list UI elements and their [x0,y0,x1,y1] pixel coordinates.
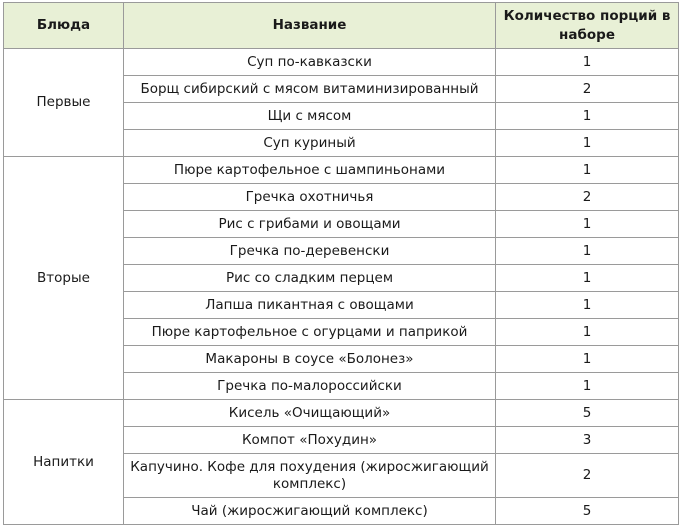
portion-count: 1 [496,49,679,76]
dish-name: Чай (жиросжигающий комплекс) [124,498,496,525]
portion-count: 1 [496,103,679,130]
dish-name: Суп куриный [124,130,496,157]
header-name: Название [124,3,496,49]
portion-count: 5 [496,498,679,525]
portion-count: 1 [496,346,679,373]
table-row [4,400,679,427]
category-cell-drinks: Напитки [4,400,124,525]
portion-count: 1 [496,130,679,157]
portion-count: 1 [496,319,679,346]
menu-table [3,2,679,525]
portion-count: 1 [496,211,679,238]
category-cell-first: Первые [4,49,124,157]
dish-name: Гречка охотничья [124,184,496,211]
portion-count: 1 [496,265,679,292]
dish-name: Пюре картофельное с шампиньонами [124,157,496,184]
portion-count: 1 [496,373,679,400]
portion-count: 3 [496,427,679,454]
dish-name: Гречка по-малороссийски [124,373,496,400]
portion-count: 2 [496,454,679,498]
header-portions: Количество порций в наборе [496,3,679,49]
portion-count: 5 [496,400,679,427]
dish-name: Щи с мясом [124,103,496,130]
dish-name: Компот «Похудин» [124,427,496,454]
dish-name: Суп по-кавказски [124,49,496,76]
category-cell-second: Вторые [4,157,124,400]
portion-count: 1 [496,238,679,265]
table-row [4,157,679,184]
portion-count: 2 [496,184,679,211]
dish-name: Борщ сибирский с мясом витаминизированный [124,76,496,103]
dish-name: Макароны в соусе «Болонез» [124,346,496,373]
portion-count: 2 [496,76,679,103]
dish-name: Кисель «Очищающий» [124,400,496,427]
portion-count: 1 [496,292,679,319]
dish-name: Пюре картофельное с огурцами и паприкой [124,319,496,346]
dish-name: Капучино. Кофе для похудения (жиросжигающий комплекс) [124,454,496,498]
dish-name: Рис со сладким перцем [124,265,496,292]
header-category: Блюда [4,3,124,49]
dish-name: Рис с грибами и овощами [124,211,496,238]
dish-name: Гречка по-деревенски [124,238,496,265]
table-row [4,49,679,76]
portion-count: 1 [496,157,679,184]
dish-name: Лапша пикантная с овощами [124,292,496,319]
